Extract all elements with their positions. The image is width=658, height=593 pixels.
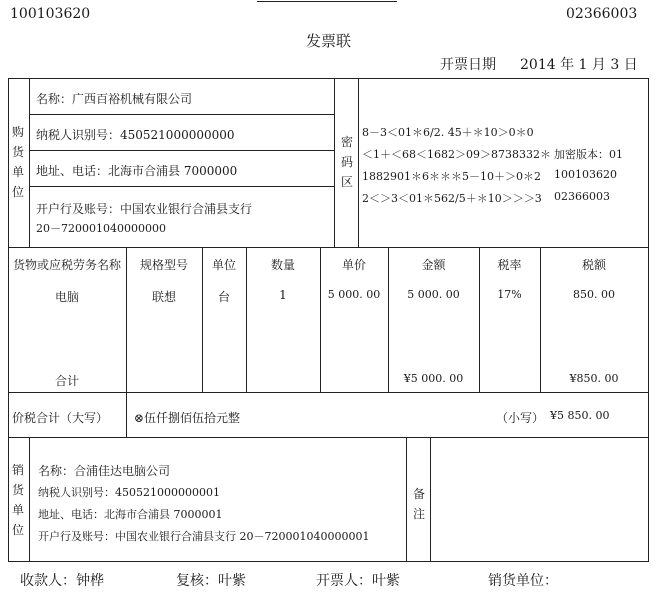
col-header-name: 货物或应税劳务名称 bbox=[12, 258, 121, 272]
cipher-number: 02366003 bbox=[554, 190, 610, 203]
total-label: 合计 bbox=[54, 374, 79, 388]
buyer-section-label: 购货单位 bbox=[11, 125, 24, 199]
seller-name: 名称：合浦佳达电脑公司 bbox=[38, 464, 171, 478]
grand-total-small-value: ¥5 850. 00 bbox=[550, 409, 610, 422]
total-amount: ¥5 000. 00 bbox=[403, 372, 464, 385]
seller-tax-id: 纳税人识别号：450521000000001 bbox=[38, 486, 220, 499]
item-amount: 5 000. 00 bbox=[407, 288, 460, 301]
footer-reviewer: 复核：叶紫 bbox=[176, 573, 246, 589]
buyer-tax-id: 纳税人识别号：450521000000000 bbox=[36, 128, 235, 142]
invoice-number: 02366003 bbox=[566, 6, 638, 22]
seller-address: 地址、电话：北海市合浦县 7000001 bbox=[38, 508, 223, 521]
buyer-bank-line1: 开户行及账号：中国农业银行合浦县支行 bbox=[36, 202, 253, 216]
col-header-unit: 单位 bbox=[211, 258, 236, 272]
item-rate: 17% bbox=[497, 288, 522, 301]
grand-total-label: 价税合计（大写） bbox=[12, 411, 109, 425]
col-header-spec: 规格型号 bbox=[139, 258, 188, 272]
footer-issuer: 开票人：叶紫 bbox=[316, 573, 400, 589]
cipher-line-3: 1882901＊6＊＊＊5－10＋＞0＊2 bbox=[362, 170, 541, 183]
cipher-version: 加密版本：01 bbox=[554, 148, 623, 161]
cipher-line-1: 8－3＜01＊6/2. 45＋＊10＞0＊0 bbox=[362, 126, 534, 139]
item-spec: 联想 bbox=[151, 290, 176, 304]
invoice-code: 100103620 bbox=[10, 6, 91, 22]
col-header-qty: 数量 bbox=[270, 258, 295, 272]
footer-payee: 收款人：钟桦 bbox=[20, 573, 104, 589]
cipher-code: 100103620 bbox=[554, 168, 617, 181]
item-tax: 850. 00 bbox=[573, 288, 615, 301]
seller-bank: 开户行及账号：中国农业银行合浦县支行 20－720001040000001 bbox=[38, 530, 370, 543]
date-value: 2014 年 1 月 3 日 bbox=[520, 57, 638, 73]
item-unit: 台 bbox=[217, 290, 230, 304]
col-header-amount: 金额 bbox=[421, 258, 446, 272]
buyer-address: 地址、电话：北海市合浦县 7000000 bbox=[36, 164, 238, 178]
grand-total-words: ⊗伍仟捌佰伍拾元整 bbox=[134, 411, 241, 425]
date-label: 开票日期 bbox=[440, 57, 496, 73]
item-qty: 1 bbox=[279, 288, 287, 302]
cipher-line-2: ＜1＋＜68＜1682＞09＞8738332＊ bbox=[362, 148, 551, 161]
invoice-title: 发票联 bbox=[306, 32, 352, 50]
col-header-rate: 税率 bbox=[497, 258, 522, 272]
grand-total-small-label: （小写） bbox=[496, 411, 545, 425]
cipher-line-4: 2＜＞3＜01＊562/5＋＊10＞＞＞3 bbox=[362, 192, 542, 205]
remarks-label: 备注 bbox=[412, 487, 425, 521]
item-price: 5 000. 00 bbox=[327, 288, 381, 301]
item-name: 电脑 bbox=[54, 290, 79, 304]
col-header-price: 单价 bbox=[341, 258, 366, 272]
total-tax: ¥850. 00 bbox=[569, 372, 619, 385]
col-header-tax: 税额 bbox=[581, 258, 606, 272]
title-rule bbox=[257, 1, 397, 2]
cipher-label: 密码区 bbox=[340, 135, 353, 189]
seller-section-label: 销货单位 bbox=[11, 463, 24, 537]
buyer-name: 名称：广西百裕机械有限公司 bbox=[36, 92, 193, 106]
footer-seller-unit: 销货单位： bbox=[488, 573, 558, 589]
buyer-bank-line2: 20－720001040000000 bbox=[36, 222, 166, 235]
